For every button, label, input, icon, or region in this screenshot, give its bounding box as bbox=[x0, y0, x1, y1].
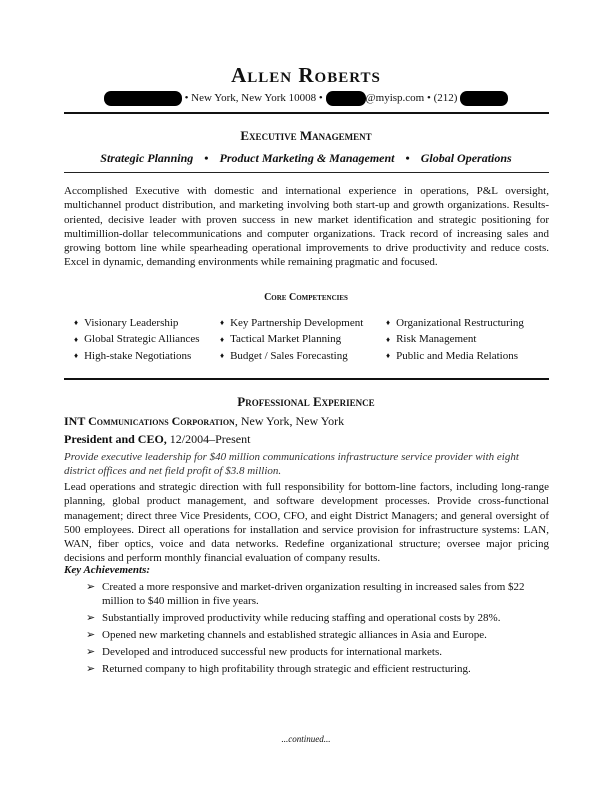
competency-item: ♦ Tactical Market Planning bbox=[220, 333, 342, 346]
role-dates: 12/2004–Present bbox=[166, 432, 251, 446]
bullet-icon: ♦ bbox=[386, 334, 391, 344]
contact-separator: • bbox=[427, 92, 431, 105]
arrow-bullet-icon: ➢ bbox=[86, 629, 96, 641]
tagline-item: Global Operations bbox=[420, 151, 512, 165]
bullet-icon: ♦ bbox=[74, 351, 79, 361]
role-description: Lead operations and strategic direction with full responsibility for bottom-line factors, including long-range planning, global product management, and software development processes. Provide cross-functional management; direct three Vice Presidents, COO, CFO, and eight District Managers; and general oversight of 500 employees. Direct all operations for installation and service provision for infrastructure systems: LAN, WAN, fiber optics, voice and data networks. Redefine organizational structure; oversee major pricing decisions and perform monthly financial evaluation of company results. bbox=[64, 481, 549, 565]
competency-item: ♦ Organizational Restructuring bbox=[386, 317, 524, 329]
achievement-item: ➢ Returned company to high profitability through strategic and efficient restructuring. bbox=[86, 663, 471, 675]
role-title: President and CEO, bbox=[64, 432, 167, 446]
redacted-phone bbox=[460, 91, 508, 106]
contact-phone-prefix: (212) bbox=[433, 92, 458, 105]
competency-column bbox=[220, 315, 363, 364]
redacted-email-user bbox=[326, 91, 366, 106]
competency-item: ♦ Budget / Sales Forecasting bbox=[220, 349, 348, 362]
competencies-title: Core Competencies bbox=[264, 292, 348, 303]
achievements-title: Key Achievements: bbox=[64, 564, 151, 576]
achievement-item: ➢ Developed and introduced successful new products for international markets. bbox=[86, 646, 442, 658]
bullet-icon: ♦ bbox=[386, 351, 391, 361]
contact-separator: • bbox=[318, 92, 323, 105]
experience-title: Professional Experience bbox=[237, 394, 375, 409]
bullet-icon: ♦ bbox=[220, 318, 225, 328]
competency-item: ♦ High-stake Negotiations bbox=[74, 349, 192, 362]
bullet-icon: ♦ bbox=[220, 334, 225, 344]
achievement-item: ➢ Opened new marketing channels and established strategic alliances in Asia and Europe. bbox=[86, 629, 487, 641]
role-line bbox=[64, 432, 250, 447]
tagline-item: Strategic Planning bbox=[100, 151, 194, 165]
company-line bbox=[64, 414, 344, 429]
competency-item: ♦ Visionary Leadership bbox=[74, 317, 179, 329]
contact-email-domain: @myisp.com bbox=[365, 92, 425, 105]
contact-line bbox=[0, 91, 612, 106]
company-location: , New York, New York bbox=[234, 414, 345, 428]
summary-paragraph: Accomplished Executive with domestic and international experience in operations, P&L oversight, multichannel product distribution, and marketing involving both start-up and growth organizations. Results-oriented, decisive leader with proven success in new market identification and strategic positioning for multimillion-dollar telecommunications and computer organizations. Track record of increasing sales and growing bottom line while spearheading operational improvements to drive productivity and reduce costs. Excel in dynamic, demanding environments while remaining pragmatic and focused. bbox=[64, 185, 549, 269]
tagline-item: Product Marketing & Management bbox=[219, 151, 395, 165]
role-summary-note: Provide executive leadership for $40 million communications infrastructure service provider with eight district offices and net field profit of $3.8 million. bbox=[64, 451, 519, 478]
competency-column bbox=[386, 315, 524, 364]
bullet-icon: ♦ bbox=[74, 318, 79, 328]
competency-column bbox=[74, 315, 200, 364]
competency-item: ♦ Key Partnership Development bbox=[220, 317, 364, 329]
competency-item: ♦ Global Strategic Alliances bbox=[74, 333, 200, 346]
bullet-icon: ♦ bbox=[220, 351, 225, 361]
competency-item: ♦ Public and Media Relations bbox=[386, 349, 518, 362]
summary-title: Executive Management bbox=[240, 128, 372, 143]
arrow-bullet-icon: ➢ bbox=[86, 663, 96, 675]
bullet-icon: ♦ bbox=[386, 318, 391, 328]
tagline-separator: • bbox=[405, 151, 410, 165]
candidate-name: Allen Roberts bbox=[231, 63, 381, 87]
competencies-divider bbox=[64, 378, 549, 380]
contact-separator: • bbox=[184, 92, 189, 105]
tagline bbox=[0, 151, 612, 166]
achievement-item: ➢ Substantially improved productivity while reducing staffing and operational costs by 28%. bbox=[86, 612, 501, 624]
continued-note: ...continued... bbox=[281, 734, 331, 744]
company-name: INT Communications Corporation bbox=[64, 414, 235, 428]
tagline-divider bbox=[64, 172, 549, 173]
arrow-bullet-icon: ➢ bbox=[86, 646, 96, 658]
arrow-bullet-icon: ➢ bbox=[86, 612, 96, 624]
header-divider bbox=[64, 112, 549, 114]
arrow-bullet-icon: ➢ bbox=[86, 581, 96, 593]
contact-city: New York, New York 10008 bbox=[191, 92, 317, 105]
bullet-icon: ♦ bbox=[74, 334, 79, 344]
tagline-separator: • bbox=[204, 151, 209, 165]
achievement-item: ➢ Created a more responsive and market-driven organization resulting in increased sales from $22 million to $40 million in five years. bbox=[86, 581, 525, 608]
competency-item: ♦ Risk Management bbox=[386, 333, 477, 346]
redacted-street bbox=[104, 91, 182, 106]
